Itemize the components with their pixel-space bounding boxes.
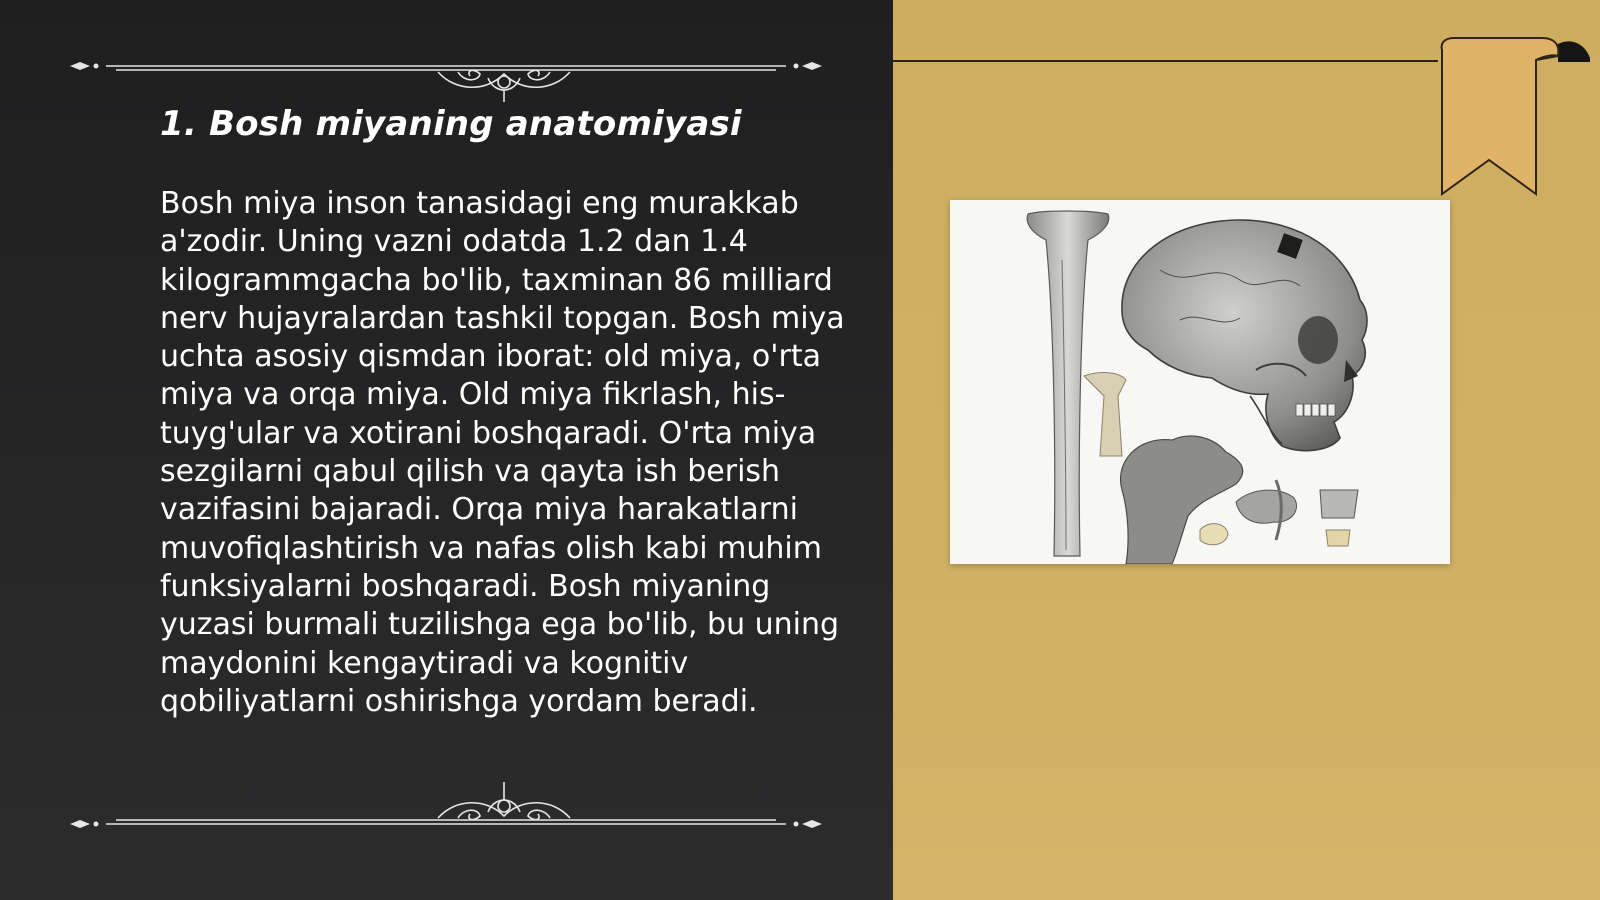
horizontal-divider [893, 60, 1438, 62]
bottom-ornament-divider [66, 772, 826, 832]
top-ornament-divider [66, 42, 826, 102]
slide-title: 1. Bosh miyaning anatomiyasi [160, 104, 742, 144]
slide-body-text: Bosh miya inson tanasidagi eng murakkab a'zodir. Uning vazni odatda 1.2 dan 1.4 kilogrammgacha bo'lib, taxminan 86 milliard nerv hujayralardan tashkil topgan. Bosh miya uchta asosiy qismdan iborat: old miya, o'rta miya va orqa miya. Old miya fikrlash, his-tuyg'ular va xotirani boshqaradi. O'rta miya sezgilarni qabul qilish va qayta ish berish vazifasini bajaradi. Orqa miya harakatlarni muvofiqlashtirish va nafas olish kabi muhim funksiyalarni boshqaradi. Bosh miyaning yuzasi burmali tuzilishga ega bo'lib, bu uning maydonini kengaytiradi va kognitiv qobiliyatlarni oshirishga yordam beradi. [160, 186, 845, 719]
skull-bones-illustration [950, 200, 1450, 564]
ribbon-bookmark-icon [1432, 34, 1590, 200]
